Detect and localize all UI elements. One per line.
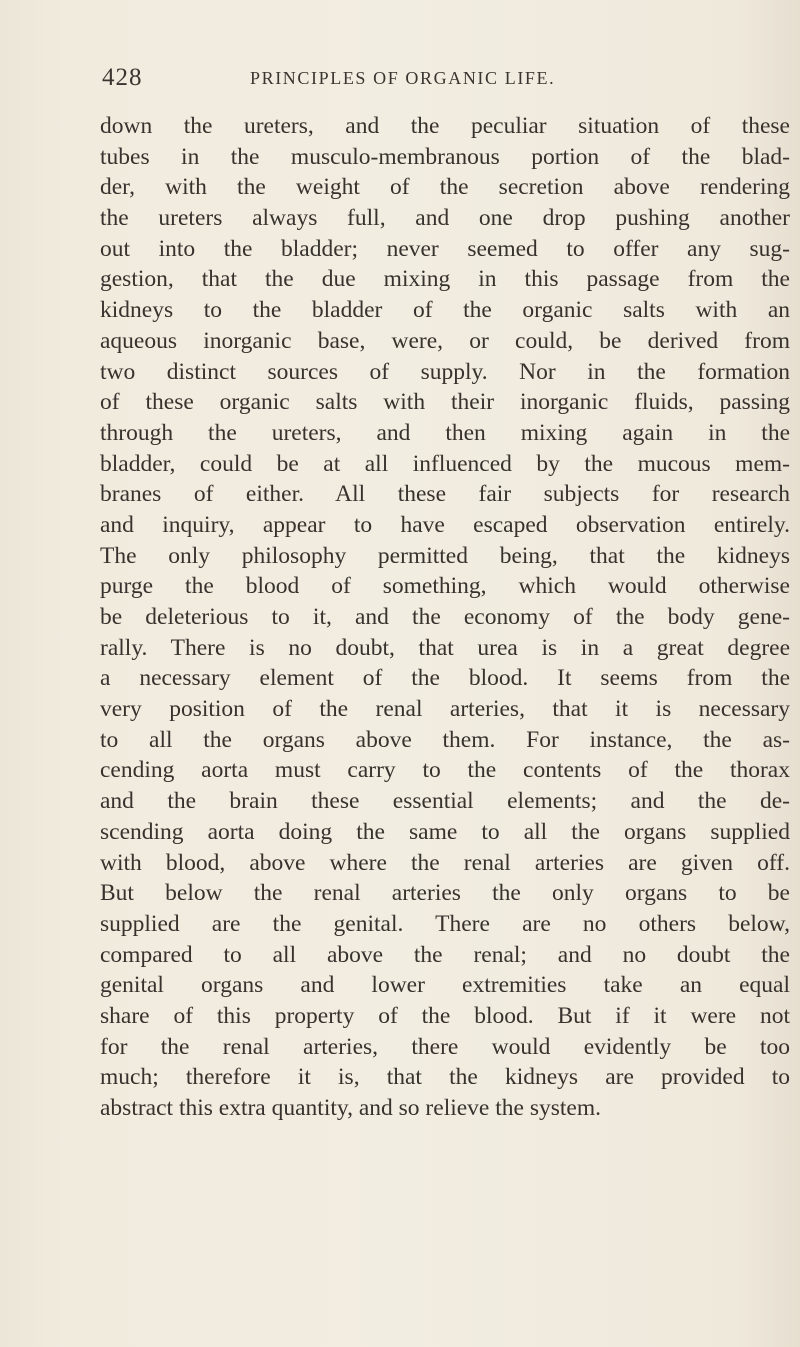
running-head: PRINCIPLES OF ORGANIC LIFE. <box>250 68 556 88</box>
text-line: supplied are the genital. There are no others below, <box>100 910 790 937</box>
text-line: compared to all above the renal; and no doubt the <box>100 941 790 968</box>
text-line: much; therefore it is, that the kidneys are provided to <box>100 1064 790 1091</box>
text-line: and the brain these essential elements; and the de- <box>100 788 790 815</box>
text-line: and inquiry, appear to have escaped observation entirely. <box>100 511 790 538</box>
text-line: scending aorta doing the same to all the organs supplied <box>100 818 790 845</box>
text-line: cending aorta must carry to the contents of the thorax <box>100 757 790 784</box>
text-line: be deleterious to it, and the economy of the body gene- <box>100 604 790 630</box>
text-line: down the ureters, and the peculiar situation of these <box>100 113 790 139</box>
text-line: to all the organs above them. For instance, the as- <box>100 726 790 753</box>
text-line: But below the renal arteries the only organs to be <box>100 880 790 907</box>
text-line: The only philosophy permitted being, that the kidneys <box>100 542 790 569</box>
text-line: through the ureters, and then mixing again in the <box>100 419 790 446</box>
text-line: a necessary element of the blood. It seems from the <box>100 665 790 692</box>
page-header <box>102 62 782 102</box>
text-line: purge the blood of something, which would otherwise <box>100 573 790 600</box>
text-line: branes of either. All these fair subjects for research <box>100 481 790 508</box>
text-line: the ureters always full, and one drop pushing another <box>100 205 790 232</box>
text-line: very position of the renal arteries, that it is necessary <box>100 696 790 723</box>
text-line: with blood, above where the renal arteries are given off. <box>100 849 790 876</box>
body-text <box>100 111 790 1124</box>
text-line: gestion, that the due mixing in this passage from the <box>100 266 790 293</box>
text-line: aqueous inorganic base, were, or could, be derived from <box>100 327 790 354</box>
text-line: abstract this extra quantity, and so relieve the system. <box>100 1095 601 1121</box>
text-line: out into the bladder; never seemed to offer any sug- <box>100 235 790 262</box>
text-line: kidneys to the bladder of the organic salts with an <box>100 297 790 324</box>
text-line: der, with the weight of the secretion above rendering <box>100 174 790 201</box>
text-line: of these organic salts with their inorganic fluids, passing <box>100 389 790 416</box>
page-number: 428 <box>102 64 143 91</box>
text-line: genital organs and lower extremities take an equal <box>100 972 790 999</box>
text-line: share of this property of the blood. But if it were not <box>100 1002 790 1029</box>
text-line: for the renal arteries, there would evidently be too <box>100 1033 790 1060</box>
text-line: bladder, could be at all influenced by the mucous mem- <box>100 450 790 477</box>
text-line: tubes in the musculo-membranous portion of the blad- <box>100 143 790 170</box>
text-line: rally. There is no doubt, that urea is in a great degree <box>100 634 790 661</box>
text-line: two distinct sources of supply. Nor in the formation <box>100 358 790 385</box>
